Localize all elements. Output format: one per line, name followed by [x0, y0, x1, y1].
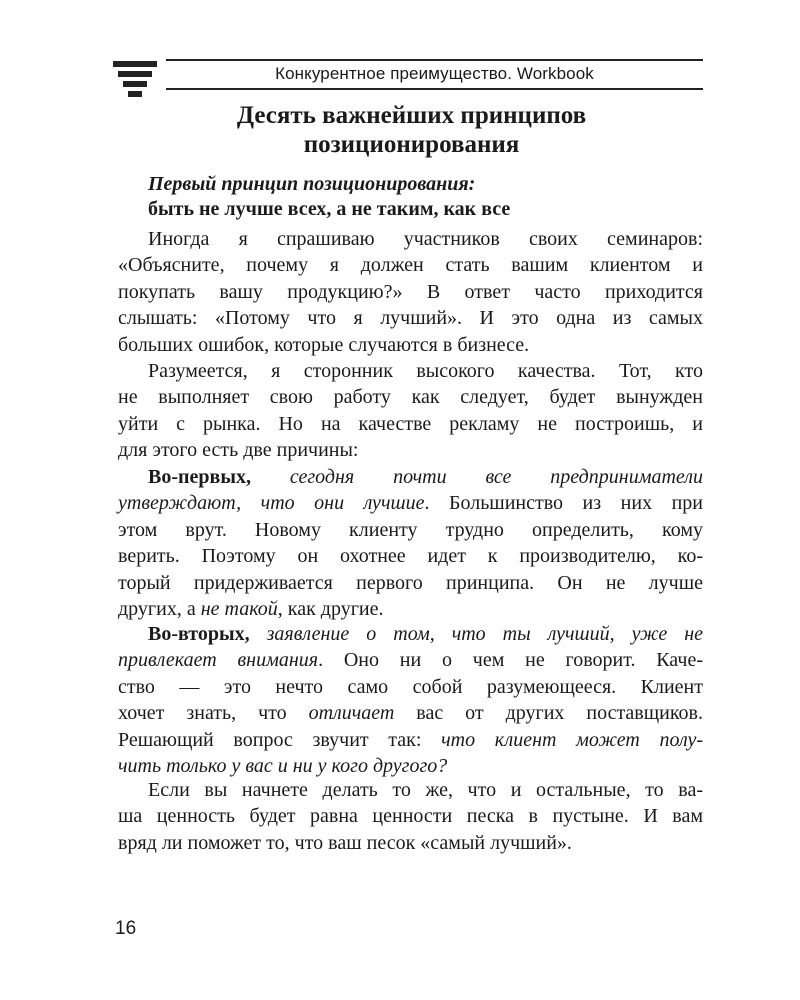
book-logo-icon — [113, 61, 157, 101]
emphasis-italic: что клиент может полу- — [441, 728, 703, 751]
text-line: вряд ли поможет то, что ваш песок «самый лучший». — [118, 831, 572, 854]
emphasis-italic: привлекает внимания — [118, 649, 319, 672]
text-line: больших ошибок, которые случаются в бизнесе. — [118, 333, 530, 356]
text-line: верить. Поэтому он охотнее идет к производителю, ко- — [118, 545, 703, 568]
text-line — [118, 753, 703, 779]
running-header: Конкурентное преимущество. Workbook — [275, 64, 594, 83]
text-line — [118, 621, 703, 647]
chapter-title — [120, 101, 703, 159]
paragraph-2 — [118, 358, 703, 464]
text-line: хочет знать, что отличает вас от других поставщиков. — [118, 702, 703, 725]
text-line: Решающий вопрос звучит так: что клиент может полу- — [118, 728, 703, 751]
chapter-title-line-1: Десять важнейших принципов — [236, 102, 587, 129]
chapter-title-line-2: позиционирования — [303, 131, 520, 158]
emphasis-italic: утверждают, что они лучшие — [118, 492, 425, 515]
text-line: Если вы начнете делать то же, что и остальные, то ва- — [148, 779, 703, 801]
text-line: Разумеется, я сторонник высокого качества. Тот, кто — [148, 360, 703, 382]
text-line: утверждают, что они лучшие. Большинство из них при — [118, 492, 704, 515]
emphasis-italic: чить только у вас и ни у кого другого? — [118, 754, 448, 777]
text-line: не выполняет свою работу как следует, будет вынужден — [118, 386, 703, 409]
text-line: торый придерживается первого принципа. Он не лучше — [118, 571, 703, 594]
text-line: ство — это нечто само собой разумеющееся. Клиент — [118, 675, 703, 698]
text-line: Иногда я спрашиваю участников своих семинаров: — [148, 228, 703, 250]
section-subheading — [148, 172, 708, 222]
subheading-italic: Первый принцип позиционирования: — [148, 173, 476, 195]
subheading-bold: быть не лучше всех, а не таким, как все — [148, 198, 511, 220]
emphasis-bold: Во-первых, — [148, 466, 251, 488]
paragraph-4 — [118, 621, 703, 779]
emphasis-italic: заявление о том, что ты лучший, уже не — [249, 623, 703, 645]
paragraph-1 — [118, 226, 703, 358]
text-line: ша ценность будет равна ценности песка в пустыне. И вам — [118, 805, 703, 828]
text-line — [118, 464, 703, 490]
emphasis-italic: сегодня почти все предприниматели — [250, 466, 703, 488]
text-line: привлекает внимания. Оно ни о чем не говорит. Каче- — [118, 649, 703, 672]
header-bottom-rule — [166, 88, 703, 90]
text-line: слышать: «Потому что я лучший». И это одна из самых — [118, 307, 703, 330]
text-line: для этого есть две причины: — [118, 439, 359, 462]
text-line: покупать вашу продукцию?» В ответ часто приходится — [118, 280, 703, 303]
emphasis-italic: не такой — [200, 597, 278, 620]
emphasis-italic: отличает — [308, 702, 395, 725]
text-line: этом врут. Новому клиенту трудно определить, кому — [118, 518, 703, 541]
text-line: «Объясните, почему я должен стать вашим клиентом и — [118, 254, 703, 277]
paragraph-3 — [118, 464, 703, 622]
emphasis-bold: Во-вторых, — [148, 623, 250, 645]
text-line: других, а не такой, как другие. — [118, 597, 384, 620]
paragraph-5 — [118, 777, 703, 856]
header-top-rule — [166, 59, 703, 61]
page-number: 16 — [115, 918, 137, 939]
text-line: уйти с рынка. Но на качестве рекламу не построишь, и — [118, 412, 703, 435]
